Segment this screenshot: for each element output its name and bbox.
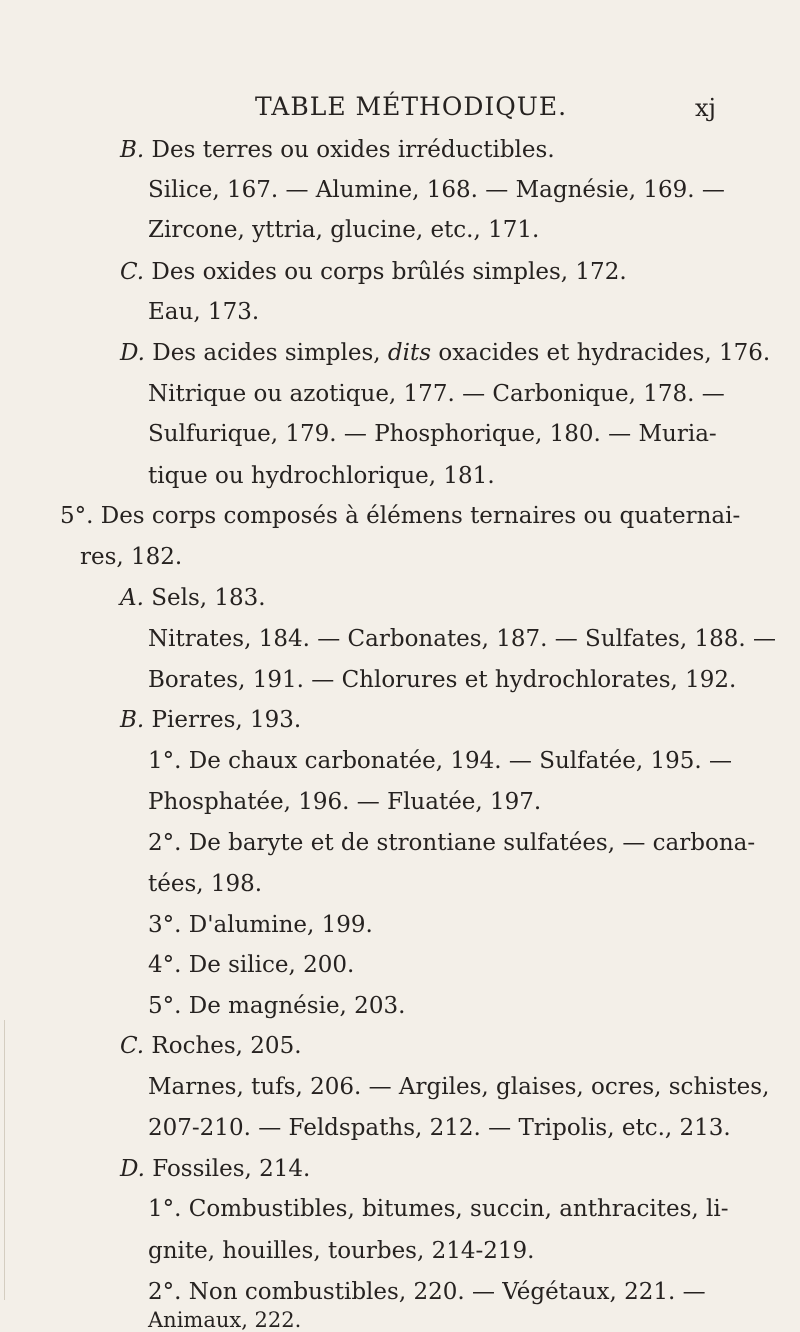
subsection-heading [120,709,301,732]
subsection-heading [120,139,555,162]
section-heading: 5°. Des corps composés à élémens ternaires ou quaternai- [60,503,741,529]
italic-word: dits [387,340,432,366]
text-line: Borates, 191. — Chlorures et hydrochlorates, 192. [148,667,737,693]
subsection-text: Des terres ou oxides irréductibles. [151,137,555,163]
text-line: tique ou hydrochlorique, 181. [148,463,495,489]
text-line: 207-210. — Feldspaths, 212. — Tripolis, etc., 213. [148,1115,731,1141]
subsection-letter: D. [120,1156,145,1182]
text-line: 1°. De chaux carbonatée, 194. — Sulfatée, 195. — [148,748,732,774]
subsection-letter: C. [120,1033,145,1059]
text-line: Sulfurique, 179. — Phosphorique, 180. — Muria- [148,421,717,447]
text-line: gnite, houilles, tourbes, 214-219. [148,1238,535,1264]
subsection-letter: A. [120,585,144,611]
page-edge-shadow [4,1020,5,1300]
text-line: 5°. De magnésie, 203. [148,993,406,1019]
subsection-letter: D. [120,340,145,366]
text-line: Phosphatée, 196. — Fluatée, 197. [148,789,542,815]
text-line: Animaux, 222. [148,1308,302,1332]
text-line: 3°. D'alumine, 199. [148,912,373,938]
text-line: Nitrique ou azotique, 177. — Carbonique, 178. — [148,381,725,407]
page-folio: xj [695,94,716,122]
text-line: 2°. De baryte et de strontiane sulfatées, — carbona- [148,830,756,856]
subsection-text: Des oxides ou corps brûlés simples, 172. [151,259,627,285]
subsection-text: Fossiles, 214. [152,1156,311,1182]
subsection-text: Pierres, 193. [151,707,302,733]
text-line: 1°. Combustibles, bitumes, succin, anthracites, li- [148,1196,729,1222]
subsection-letter: B. [120,137,145,163]
subsection-heading [120,587,266,610]
text-line: tées, 198. [148,871,263,897]
text-line: 4°. De silice, 200. [148,952,355,978]
text-line: Zircone, yttria, glucine, etc., 171. [148,217,540,243]
text-line: Eau, 173. [148,299,260,325]
text-line: Marnes, tufs, 206. — Argiles, glaises, ocres, schistes, [148,1074,770,1100]
text-line: 2°. Non combustibles, 220. — Végétaux, 221. — [148,1279,706,1305]
text-line: Silice, 167. — Alumine, 168. — Magnésie, 169. — [148,177,725,203]
subsection-heading [120,342,770,365]
subsection-text-cont: oxacides et hydracides, 176. [431,340,771,366]
subsection-text: Roches, 205. [151,1033,302,1059]
subsection-heading [120,1158,310,1181]
running-head-title: TABLE MÉTHODIQUE. [255,92,568,121]
subsection-text: Des acides simples, [152,340,388,366]
text-line: res, 182. [80,544,183,570]
subsection-letter: B. [120,707,145,733]
subsection-letter: C. [120,259,145,285]
subsection-heading [120,1035,302,1058]
subsection-heading [120,261,627,284]
text-line: Nitrates, 184. — Carbonates, 187. — Sulfates, 188. — [148,626,777,652]
subsection-text: Sels, 183. [151,585,266,611]
